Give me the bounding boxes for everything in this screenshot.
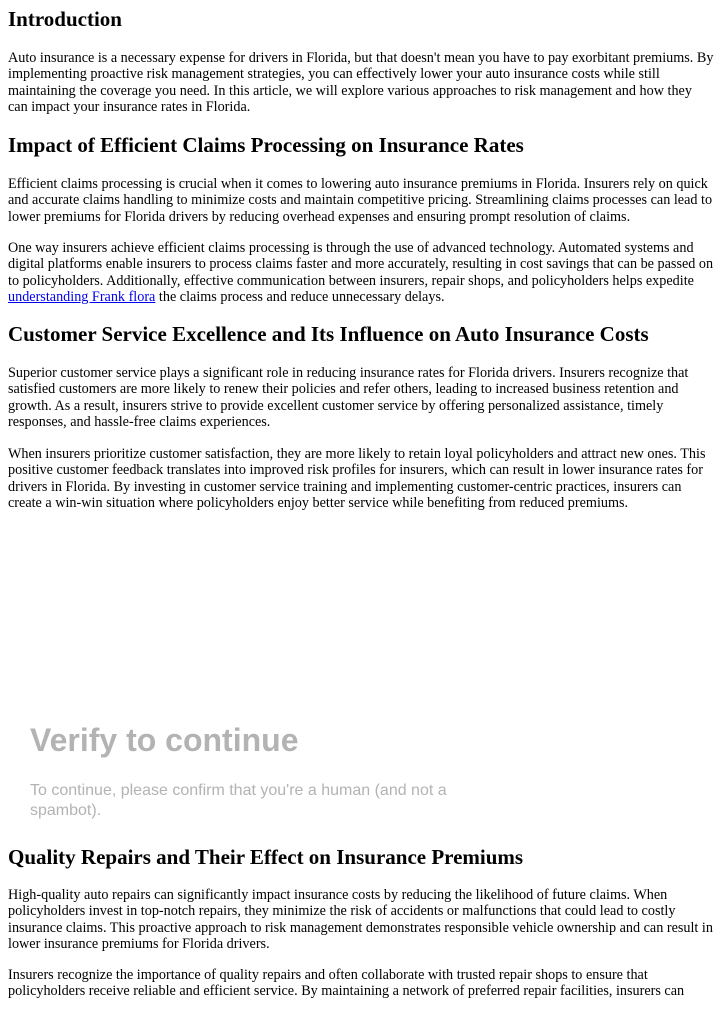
verify-title: Verify to continue <box>30 722 299 758</box>
paragraph: Auto insurance is a necessary expense for drivers in Florida, but that doesn't mean you have to pay exorbitant premiums. By implementing proactive risk management strategies, you can effectively lower your auto insurance costs while still maintaining the coverage you need. In this article, we will explore various approaches to risk management and how they can impact your insurance rates in Florida. <box>8 50 714 116</box>
verify-message: To continue, please confirm that you're a human (and not a spambot). <box>30 782 447 819</box>
verify-overlay <box>30 720 500 821</box>
section-heading-introduction: Introduction <box>8 7 122 31</box>
paragraph: High-quality auto repairs can significantly impact insurance costs by reducing the likelihood of future claims. When policyholders invest in top-notch repairs, they minimize the risk of accidents or malfunctions that could lead to costly insurance claims. This proactive approach to risk management demonstrates responsible vehicle ownership and can result in lower insurance premiums for Florida drivers. <box>8 887 713 953</box>
paragraph: Insurers recognize the importance of quality repairs and often collaborate with trusted repair shops to ensure that policyholders receive reliable and efficient service. By maintaining a network of preferred repair facilities, insurers can <box>8 967 685 1000</box>
paragraph: Superior customer service plays a significant role in reducing insurance rates for Florida drivers. Insurers recognize that satisfied customers are more likely to renew their policies and refer others, leading to increased business retention and growth. As a result, insurers strive to provide excellent customer service by offering personalized assistance, timely responses, and hassle-free claims experiences. <box>8 365 689 431</box>
paragraph: When insurers prioritize customer satisfaction, they are more likely to retain loyal policyholders and attract new ones. This positive customer feedback translates into improved risk profiles for insurers, which can result in lower insurance rates for drivers in Florida. By investing in customer service training and implementing customer-centric practices, insurers can create a win-win situation where policyholders enjoy better service while benefiting from reduced premiums. <box>8 446 706 512</box>
paragraph-text: the claims process and reduce unnecessary delays. <box>155 289 445 306</box>
paragraph-with-link <box>8 240 714 306</box>
section-heading-claims-processing: Impact of Efficient Claims Processing on Insurance Rates <box>8 133 524 157</box>
understanding-frank-flora-link[interactable]: understanding Frank flora <box>8 289 156 306</box>
paragraph-text: One way insurers achieve efficient claims processing is through the use of advanced technology. Automated systems and digital platforms enable insurers to process claims faster and more accurately, resulting in cost savings that can be passed on to policyholders. Additionally, effective communication between insurers, repair shops, and policyholders helps expedite <box>8 240 714 289</box>
section-heading-quality-repairs: Quality Repairs and Their Effect on Insurance Premiums <box>8 845 524 869</box>
paragraph: Efficient claims processing is crucial when it comes to lowering auto insurance premiums in Florida. Insurers rely on quick and accurate claims handling to minimize costs and maintain competitive pricing. Streamlining claims processes can lead to lower premiums for Florida drivers by reducing overhead expenses and ensuring prompt resolution of claims. <box>8 176 713 225</box>
section-heading-customer-service: Customer Service Excellence and Its Influence on Auto Insurance Costs <box>8 322 649 346</box>
